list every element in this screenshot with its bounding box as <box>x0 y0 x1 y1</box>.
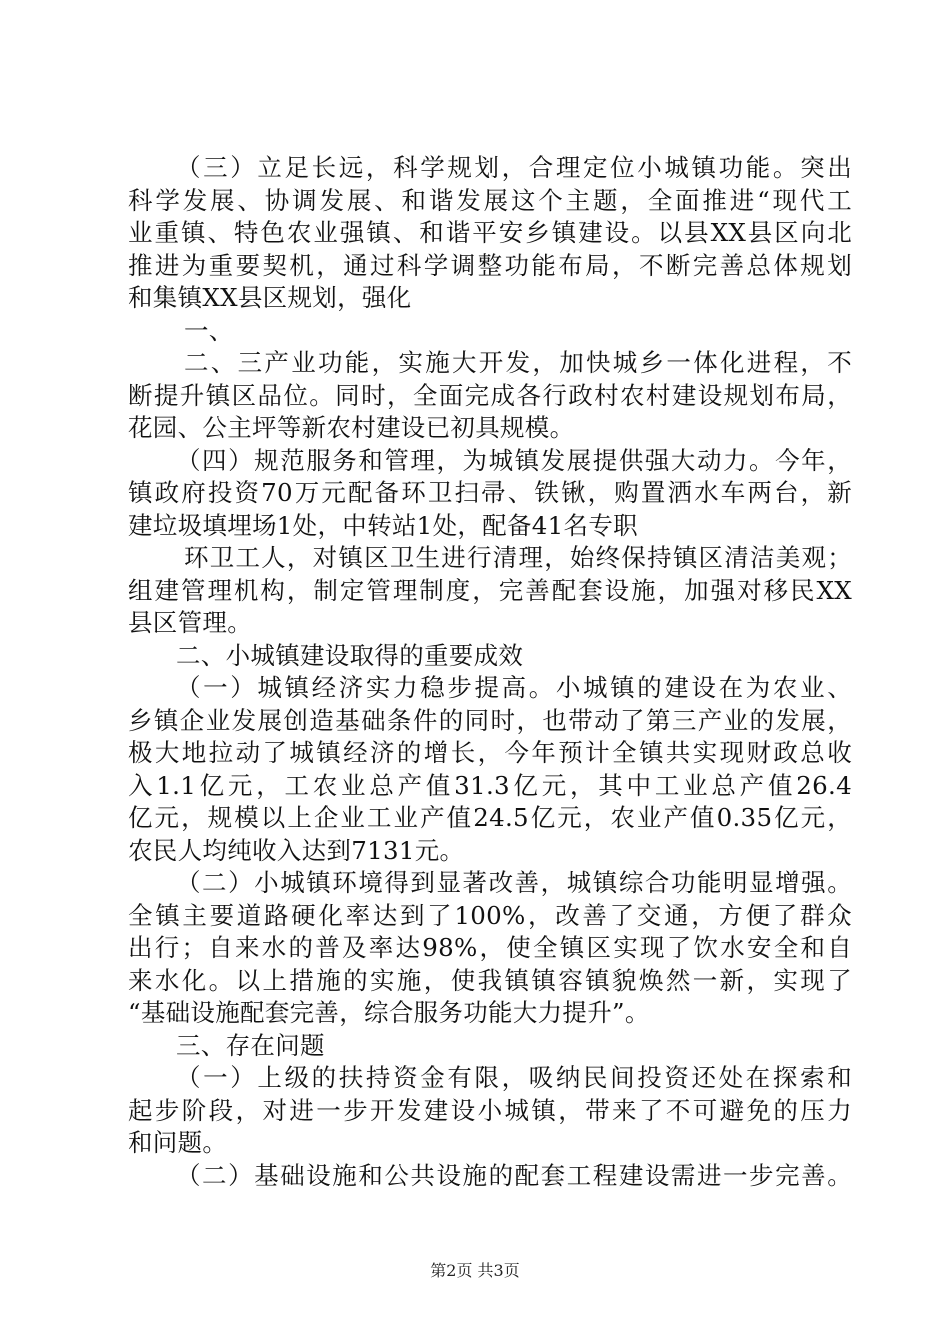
paragraph-line: 乡镇企业发展创造基础条件的同时，也带动了第三产业的发展， <box>128 705 852 735</box>
section-heading: 二、小城镇建设取得的重要成效 <box>176 640 524 670</box>
paragraph-line: 来水化。以上措施的实施，使我镇镇容镇貌焕然一新，实现了 <box>128 965 852 995</box>
section-heading: 三、存在问题 <box>176 1030 325 1060</box>
paragraph-line: 和问题。 <box>128 1128 228 1157</box>
paragraph-line: 入1.1亿元，工农业总产值31.3亿元，其中工业总产值26.4 <box>128 770 852 800</box>
paragraph-line: 全镇主要道路硬化率达到了100%，改善了交通，方便了群众 <box>128 900 852 930</box>
paragraph-line: 和集镇XX县区规划，强化 <box>128 283 412 312</box>
paragraph-line: 农民人均纯收入达到7131元。 <box>128 835 465 865</box>
paragraph-line: （二）基础设施和公共设施的配套工程建设需进一步完善。 <box>176 1160 852 1190</box>
paragraph-line: 环卫工人，对镇区卫生进行清理，始终保持镇区清洁美观； <box>184 543 852 572</box>
paragraph-line: （一）城镇经济实力稳步提高。小城镇的建设在为农业、 <box>176 673 852 702</box>
paragraph-line: 科学发展、协调发展、和谐发展这个主题，全面推进“现代工 <box>128 185 852 215</box>
paragraph-line: （一）上级的扶持资金有限，吸纳民间投资还处在探索和 <box>176 1063 852 1092</box>
paragraph-line: 业重镇、特色农业强镇、和谐平安乡镇建设。以县XX县区向北 <box>128 218 852 247</box>
paragraph-line: 二、三产业功能，实施大开发，加快城乡一体化进程，不 <box>184 348 852 377</box>
paragraph-line: 花园、公主坪等新农村建设已初具规模。 <box>128 413 575 442</box>
document-body <box>128 152 852 1192</box>
paragraph-line: 县区管理。 <box>128 608 252 637</box>
paragraph-line: 推进为重要契机，通过科学调整功能布局，不断完善总体规划 <box>128 250 852 280</box>
paragraph-line: 建垃圾填埋场1处，中转站1处，配备41名专职 <box>128 510 638 540</box>
paragraph-line: （二）小城镇环境得到显著改善，城镇综合功能明显增强。 <box>176 868 852 897</box>
paragraph-line: 出行；自来水的普及率达98%，使全镇区实现了饮水安全和自 <box>128 933 852 962</box>
paragraph-line: （三）立足长远，科学规划，合理定位小城镇功能。突出 <box>176 153 852 182</box>
paragraph-line: 组建管理机构，制定管理制度，完善配套设施，加强对移民XX <box>128 575 852 605</box>
paragraph-line: 起步阶段，对进一步开发建设小城镇，带来了不可避免的压力 <box>128 1095 852 1125</box>
paragraph-line: “基础设施配套完善，综合服务功能大力提升”。 <box>128 998 650 1027</box>
paragraph-line: 极大地拉动了城镇经济的增长，今年预计全镇共实现财政总收 <box>128 738 852 767</box>
paragraph-line: 断提升镇区品位。同时，全面完成各行政村农村建设规划布局， <box>128 380 852 410</box>
list-marker-line: 一、 <box>184 315 234 345</box>
paragraph-line: （四）规范服务和管理，为城镇发展提供强大动力。今年， <box>176 445 852 475</box>
paragraph-line: 镇政府投资70万元配备环卫扫帚、铁锹，购置洒水车两台，新 <box>128 478 852 507</box>
paragraph-line: 亿元，规模以上企业工业产值24.5亿元，农业产值0.35亿元， <box>128 803 852 832</box>
page-footer: 第2页 共3页 <box>430 1261 520 1280</box>
